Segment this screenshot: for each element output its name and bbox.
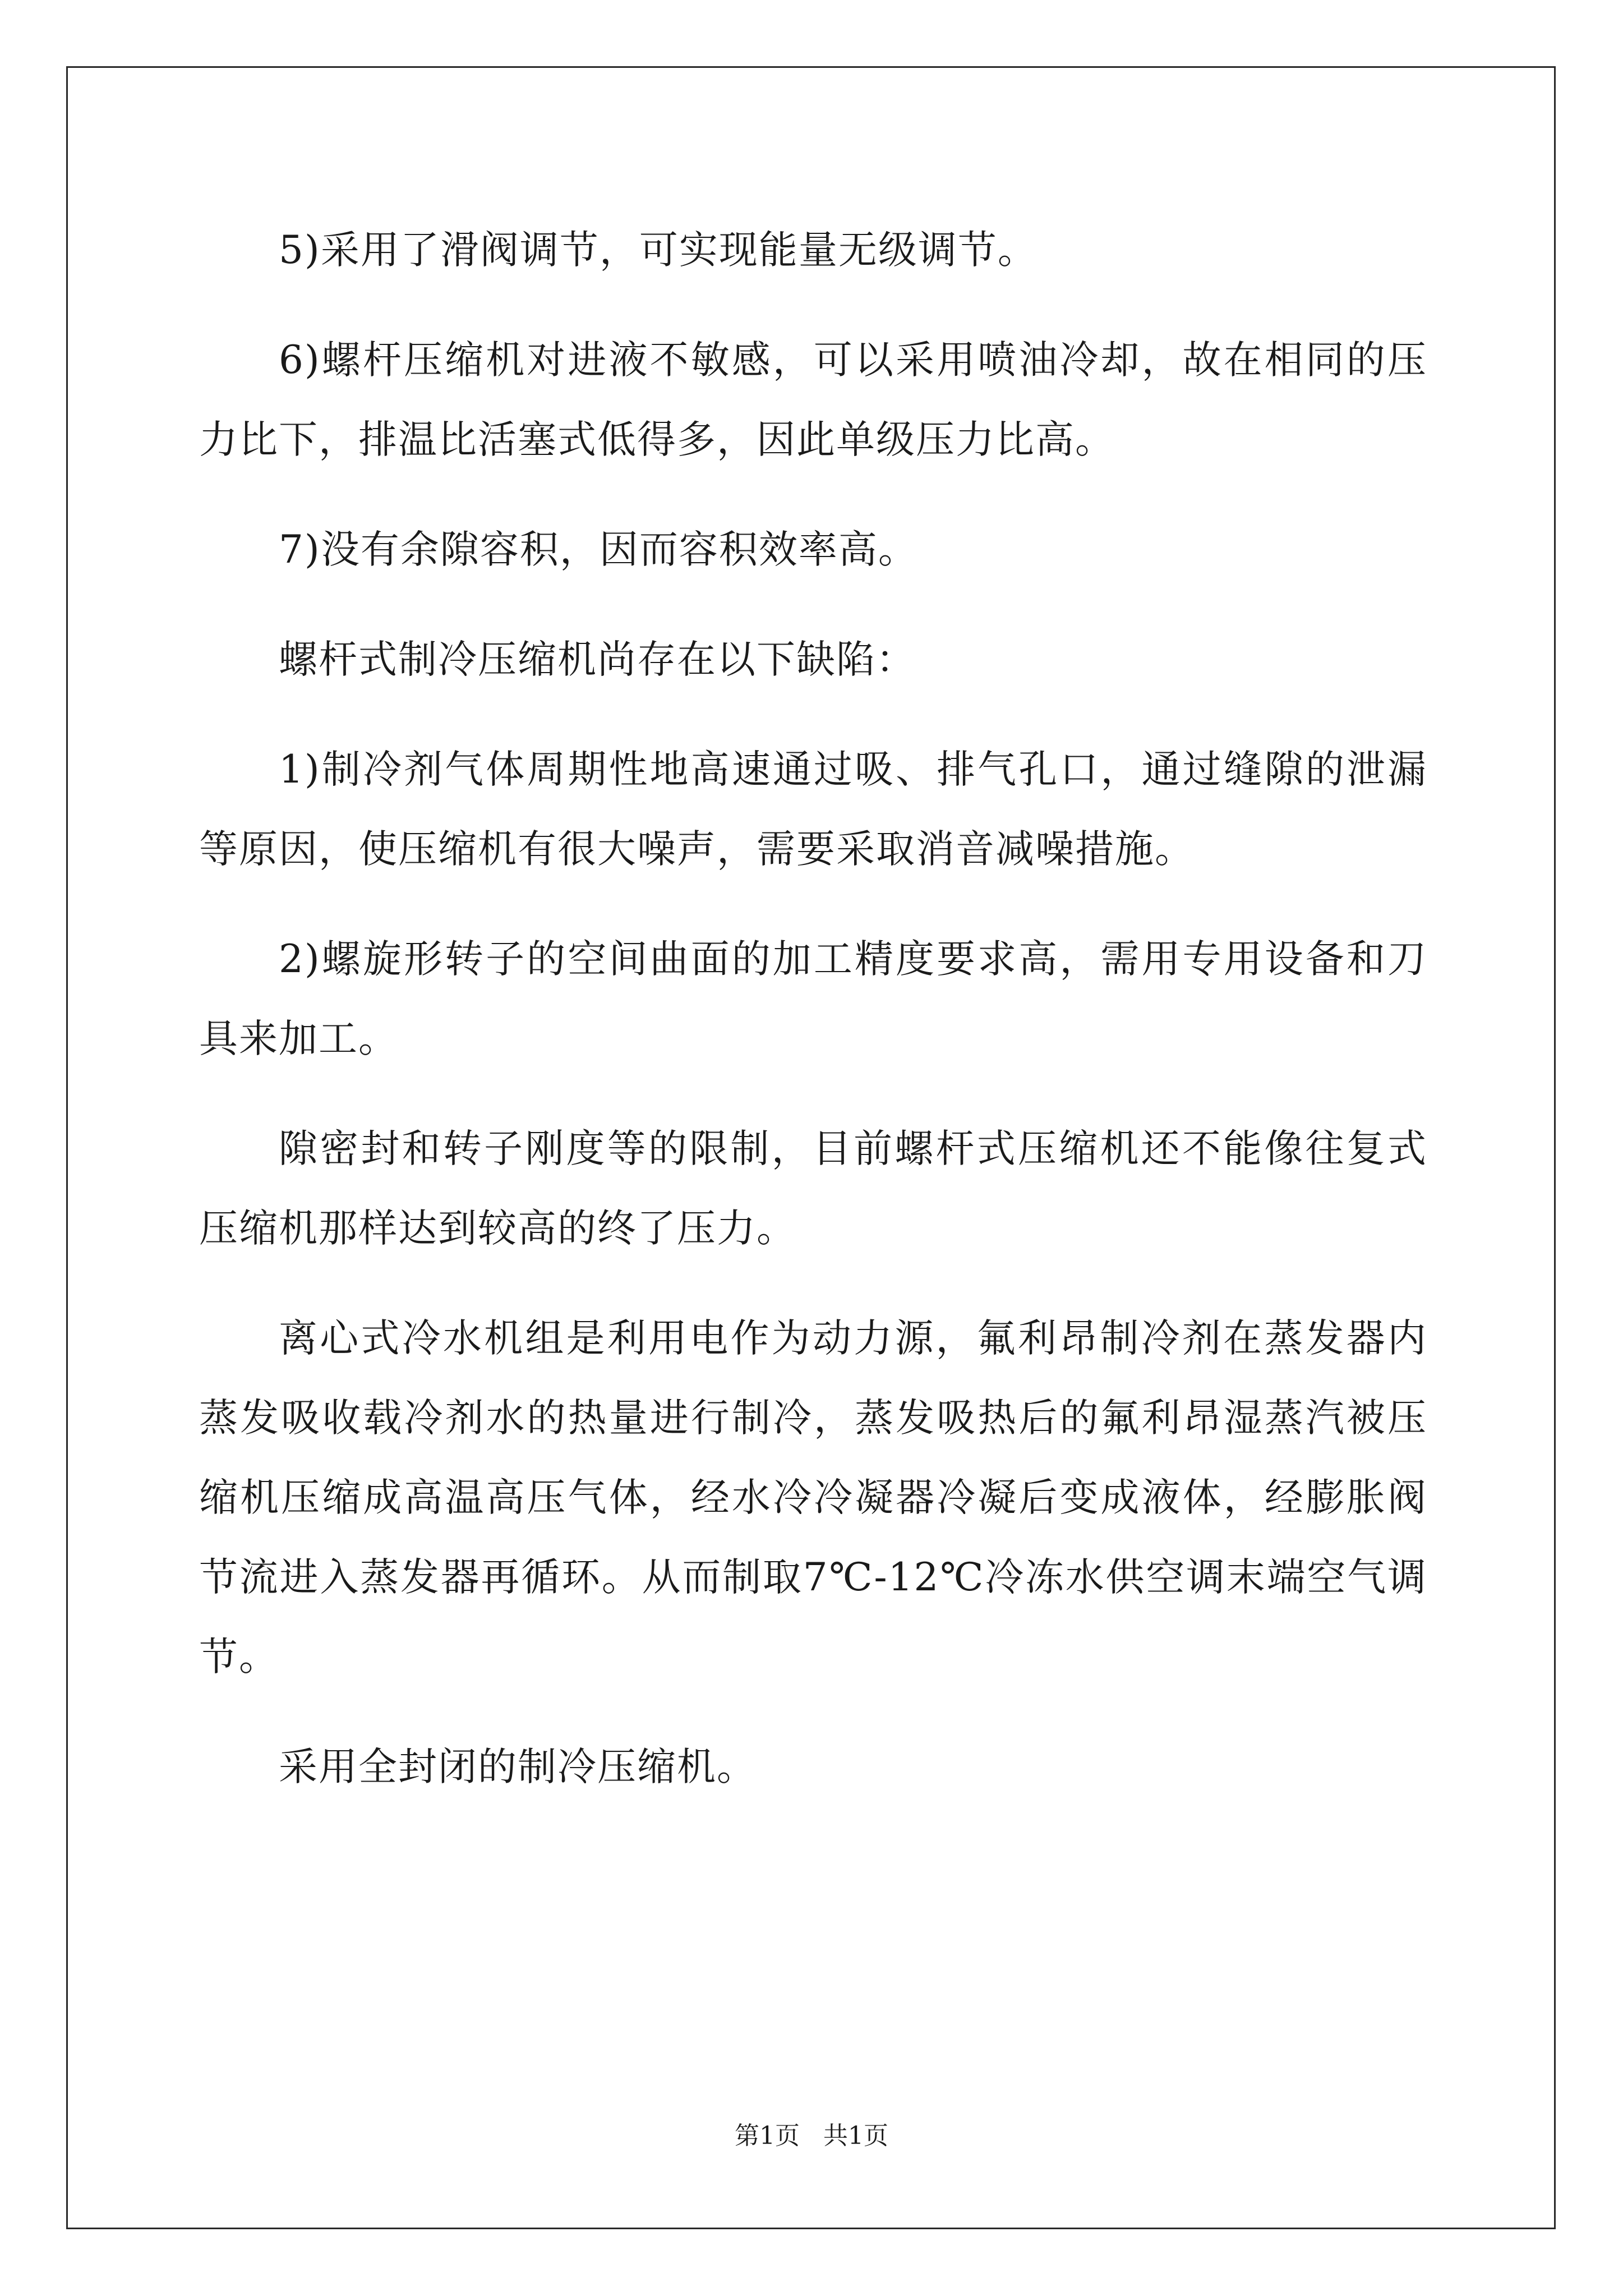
paragraph: 6)螺杆压缩机对进液不敏感，可以采用喷油冷却，故在相同的压力比下，排温比活塞式低得多，因此单级压力比高。: [199, 338, 1427, 462]
paragraph: 离心式冷水机组是利用电作为动力源，氟利昂制冷剂在蒸发器内蒸发吸收载冷剂水的热量进行制冷，蒸发吸热后的氟利昂湿蒸汽被压缩机压缩成高温高压气体，经水冷冷凝器冷凝后变成液体，经膨胀阀节流进入蒸发器再循环。从而制取7℃-12℃冷冻水供空调末端空气调节。: [199, 1316, 1427, 1680]
page-number-footer: 第1页 共1页: [735, 2122, 888, 2150]
paragraph: 7)没有余隙容积，因而容积效率高。: [279, 527, 918, 572]
paragraph: 5)采用了滑阀调节，可实现能量无级调节。: [279, 228, 1038, 273]
paragraph: 2)螺旋形转子的空间曲面的加工精度要求高，需用专用设备和刀具来加工。: [199, 937, 1427, 1061]
paragraph: 螺杆式制冷压缩机尚存在以下缺陷：: [279, 637, 916, 682]
paragraph: 1)制冷剂气体周期性地高速通过吸、排气孔口，通过缝隙的泄漏等原因，使压缩机有很大噪声，需要采取消音减噪措施。: [199, 747, 1427, 872]
paragraph: 隙密封和转子刚度等的限制，目前螺杆式压缩机还不能像往复式压缩机那样达到较高的终了压力。: [199, 1126, 1427, 1251]
paragraph: 采用全封闭的制冷压缩机。: [279, 1745, 757, 1789]
document-body: [199, 210, 1427, 1837]
